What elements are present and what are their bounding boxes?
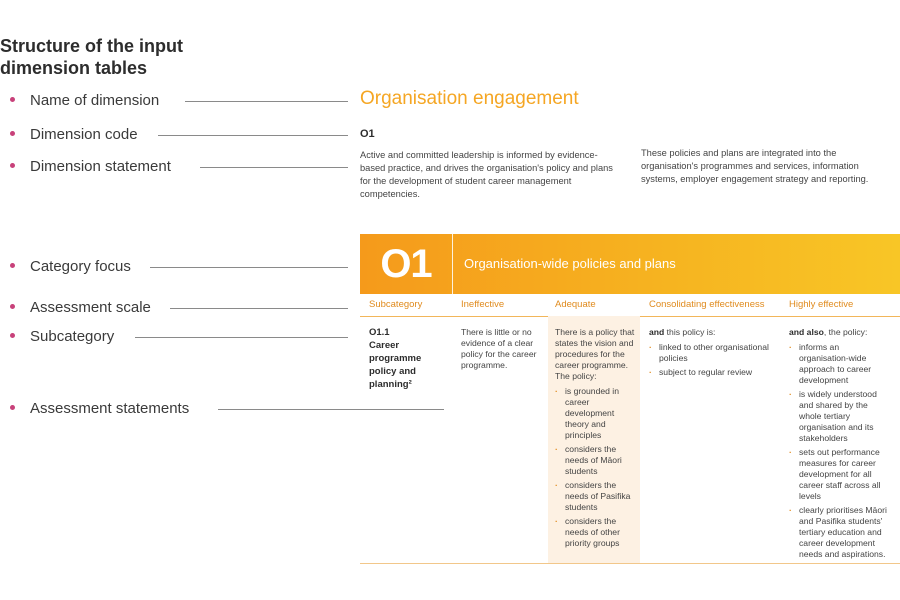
- bullet-dot: [10, 131, 15, 136]
- list-item: · considers the needs of other priority groups: [555, 516, 635, 549]
- dimension-statement-part-1: Active and committed leadership is informed by evidence-based practice, and drives the organisation's policy and plans for the development of student career management competencies.: [360, 150, 613, 199]
- connector-line: [135, 337, 348, 338]
- category-code: O1: [380, 242, 432, 286]
- table-bottom-rule: [360, 563, 900, 564]
- label-assessment-statements: Assessment statements: [0, 399, 445, 419]
- connector-line: [200, 167, 348, 168]
- connector-line: [170, 308, 348, 309]
- category-title: Organisation-wide policies and plans: [464, 256, 676, 271]
- list-item: · subject to regular review: [649, 367, 779, 378]
- header-highly-effective: Highly effective: [789, 299, 854, 310]
- consolidating-cell: [649, 327, 779, 381]
- dimension-name: Organisation engagement: [360, 88, 579, 109]
- subcategory-cell: [369, 326, 447, 391]
- connector-line: [185, 101, 348, 102]
- label-assessment-scale: Assessment scale: [0, 298, 350, 318]
- header-adequate: Adequate: [555, 299, 596, 310]
- list-item: · is grounded in career development theory and principles: [555, 386, 635, 441]
- page-title: Structure of the input dimension tables: [0, 36, 183, 78]
- adequate-intro: There is a policy that states the vision and procedures for the career programme. The policy:: [555, 327, 635, 381]
- list-item: · informs an organisation-wide approach to career development: [789, 342, 889, 386]
- connector-line: [158, 135, 348, 136]
- adequate-bullet-list: [555, 386, 635, 549]
- header-subcategory: Subcategory: [369, 299, 423, 310]
- bullet-dot: [10, 333, 15, 338]
- header-ineffective: Ineffective: [461, 299, 505, 310]
- category-code-box: [360, 234, 453, 294]
- bullet-dot: [10, 97, 15, 102]
- subcategory-code: O1.1: [369, 327, 390, 338]
- bullet-dot: [10, 304, 15, 309]
- connector-line: [218, 409, 444, 410]
- label-dimension-statement: Dimension statement: [0, 157, 350, 177]
- list-item: · considers the needs of Pasifika students: [555, 480, 635, 513]
- bullet-dot: [10, 405, 15, 410]
- ineffective-cell: There is little or no evidence of a clear policy for the career programme.: [461, 327, 537, 370]
- highly-effective-bullet-list: [789, 342, 889, 560]
- dimension-code: O1: [360, 128, 375, 140]
- bullet-dot: [10, 163, 15, 168]
- subcategory-name: Career programme policy and planning²: [369, 340, 422, 390]
- consolidating-bullet-list: [649, 342, 779, 378]
- highly-effective-cell: [789, 327, 889, 563]
- consolidating-lead: and this policy is:: [649, 327, 716, 337]
- dimension-statement-part-2: These policies and plans are integrated into the organisation's programmes and services, information systems, employer engagement strategy and reporting.: [641, 148, 869, 184]
- list-item: · is widely understood and shared by the whole tertiary organisation and its stakeholders: [789, 389, 889, 444]
- header-consolidating: Consolidating effectiveness: [649, 299, 765, 310]
- bullet-dot: [10, 263, 15, 268]
- list-item: · considers the needs of Māori students: [555, 444, 635, 477]
- adequate-cell: [555, 327, 635, 552]
- label-subcategory: Subcategory: [0, 327, 350, 347]
- highly-effective-lead: and also, the policy:: [789, 327, 868, 337]
- list-item: · sets out performance measures for career development for all career staff across all levels: [789, 447, 889, 502]
- list-item: · linked to other organisational policies: [649, 342, 779, 364]
- label-name-of-dimension: Name of dimension: [0, 91, 350, 111]
- assessment-scale-header: [360, 294, 900, 317]
- label-category-focus: Category focus: [0, 257, 350, 277]
- list-item: · clearly prioritises Māori and Pasifika students' tertiary education and career development needs and aspirations.: [789, 505, 889, 560]
- label-dimension-code: Dimension code: [0, 125, 350, 145]
- connector-line: [150, 267, 348, 268]
- category-banner: [360, 234, 900, 294]
